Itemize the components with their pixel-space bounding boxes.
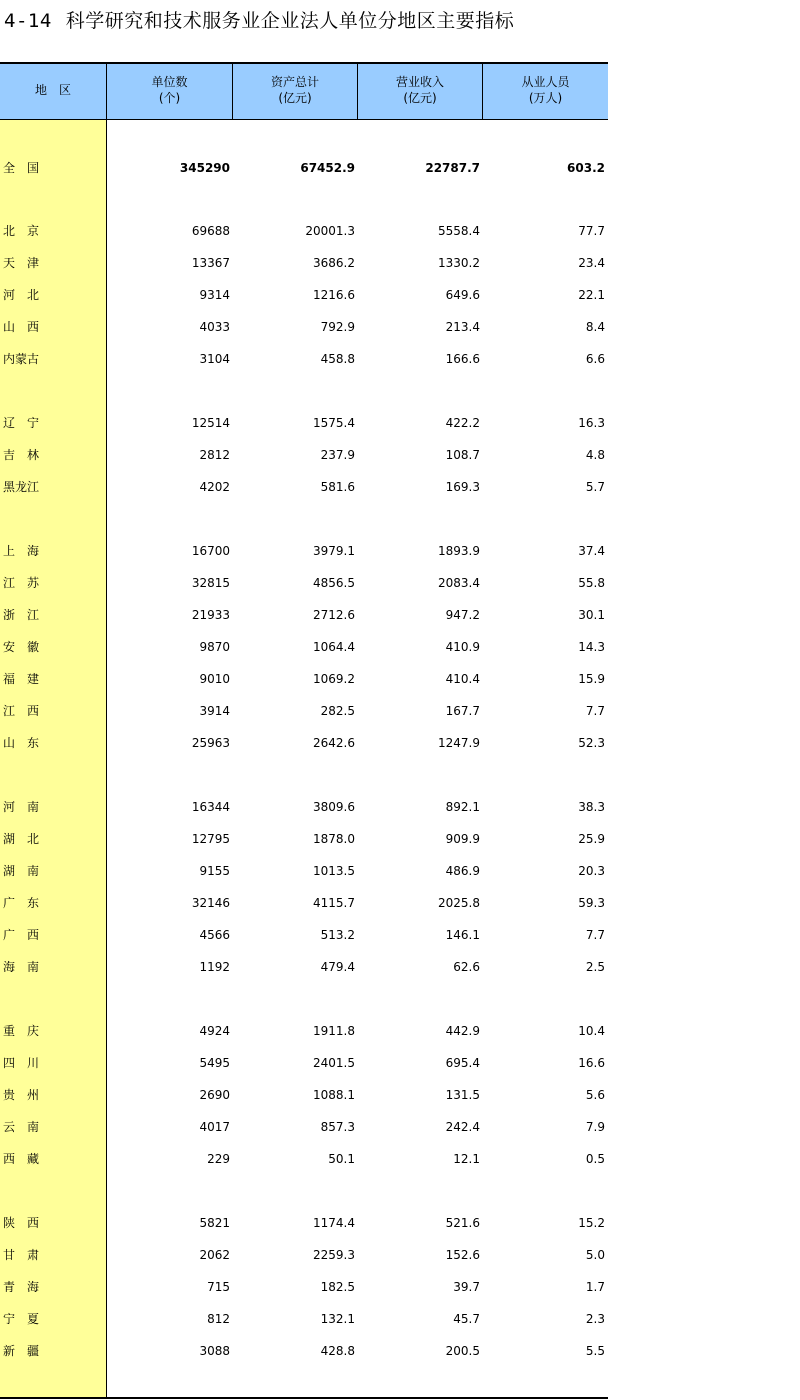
- header-region: [0, 62, 106, 117]
- region-name: 云 南: [3, 1120, 40, 1134]
- header-divider: [357, 64, 358, 119]
- total-assets-cell: 1911.8: [313, 1024, 355, 1038]
- total-assets-cell: 1013.5: [313, 864, 355, 878]
- table-row: [0, 605, 608, 625]
- region-name: 海 南: [3, 960, 40, 974]
- operating-revenue-cell: 166.6: [445, 352, 480, 366]
- region-name: 陕 西: [3, 1216, 40, 1230]
- operating-revenue-cell: 167.7: [445, 704, 480, 718]
- employees-cell: 0.5: [585, 1152, 605, 1166]
- header-assets-unit: (亿元): [278, 90, 312, 105]
- table-row: [0, 541, 608, 561]
- unit-count-cell: 9010: [199, 672, 230, 686]
- table-row: [0, 573, 608, 593]
- employees-cell: 15.9: [578, 672, 605, 686]
- unit-count-cell: 3088: [199, 1344, 230, 1358]
- operating-revenue-cell: 5558.4: [438, 224, 480, 238]
- header-employees: [483, 62, 608, 117]
- region-name: 青 海: [3, 1280, 40, 1294]
- employees-cell: 55.8: [578, 576, 605, 590]
- operating-revenue-cell: 2025.8: [438, 896, 480, 910]
- unit-count-cell: 69688: [191, 224, 230, 238]
- total-assets-cell: 857.3: [320, 1120, 355, 1134]
- operating-revenue-cell: 45.7: [453, 1312, 480, 1326]
- unit-count-cell: 3104: [199, 352, 230, 366]
- table-row: [0, 477, 608, 497]
- region-name: 河 北: [3, 288, 40, 302]
- table-row: [0, 733, 608, 753]
- operating-revenue-cell: 422.2: [445, 416, 480, 430]
- unit-count-cell: 32815: [191, 576, 230, 590]
- unit-count-cell: 16344: [191, 800, 230, 814]
- operating-revenue-cell: 486.9: [445, 864, 480, 878]
- unit-count-cell: 9870: [199, 640, 230, 654]
- table-row: [0, 253, 608, 273]
- employees-cell: 10.4: [578, 1024, 605, 1038]
- unit-count-cell: 1192: [199, 960, 230, 974]
- table-top-rule: [0, 62, 608, 64]
- table-title: [4, 6, 514, 33]
- operating-revenue-cell: 242.4: [445, 1120, 480, 1134]
- operating-revenue-cell: 947.2: [445, 608, 480, 622]
- unit-count-cell: 12514: [191, 416, 230, 430]
- employees-cell: 6.6: [585, 352, 605, 366]
- operating-revenue-cell: 22787.7: [425, 161, 480, 175]
- employees-cell: 4.8: [585, 448, 605, 462]
- unit-count-cell: 4566: [199, 928, 230, 942]
- table-row: [0, 701, 608, 721]
- total-assets-cell: 132.1: [320, 1312, 355, 1326]
- table-row: [0, 1149, 608, 1169]
- employees-cell: 5.0: [585, 1248, 605, 1262]
- header-employees-label: 从业人员: [521, 74, 570, 89]
- region-name: 吉 林: [3, 448, 40, 462]
- employees-cell: 15.2: [578, 1216, 605, 1230]
- region-name: 江 西: [3, 704, 40, 718]
- header-bottom-rule: [0, 119, 608, 120]
- region-name: 黑龙江: [3, 480, 40, 494]
- operating-revenue-cell: 1893.9: [438, 544, 480, 558]
- region-name: 山 东: [3, 736, 40, 750]
- employees-cell: 22.1: [578, 288, 605, 302]
- region-name: 重 庆: [3, 1024, 40, 1038]
- operating-revenue-cell: 410.9: [445, 640, 480, 654]
- employees-cell: 603.2: [567, 161, 605, 175]
- total-assets-cell: 20001.3: [305, 224, 355, 238]
- operating-revenue-cell: 442.9: [445, 1024, 480, 1038]
- total-assets-cell: 3686.2: [313, 256, 355, 270]
- header-revenue: [358, 62, 482, 117]
- region-name: 全 国: [3, 161, 40, 175]
- total-assets-cell: 67452.9: [300, 161, 355, 175]
- operating-revenue-cell: 909.9: [445, 832, 480, 846]
- operating-revenue-cell: 108.7: [445, 448, 480, 462]
- table-row: [0, 637, 608, 657]
- operating-revenue-cell: 200.5: [445, 1344, 480, 1358]
- unit-count-cell: 4924: [199, 1024, 230, 1038]
- employees-cell: 14.3: [578, 640, 605, 654]
- region-name: 广 西: [3, 928, 40, 942]
- operating-revenue-cell: 649.6: [445, 288, 480, 302]
- operating-revenue-cell: 152.6: [445, 1248, 480, 1262]
- table-row: [0, 1053, 608, 1073]
- unit-count-cell: 5821: [199, 1216, 230, 1230]
- header-units-label: 单位数: [151, 74, 188, 89]
- total-assets-cell: 3809.6: [313, 800, 355, 814]
- total-assets-cell: 1064.4: [313, 640, 355, 654]
- operating-revenue-cell: 131.5: [445, 1088, 480, 1102]
- total-assets-cell: 4115.7: [313, 896, 355, 910]
- unit-count-cell: 9155: [199, 864, 230, 878]
- employees-cell: 23.4: [578, 256, 605, 270]
- table-row: [0, 413, 608, 433]
- total-assets-cell: 1174.4: [313, 1216, 355, 1230]
- employees-cell: 16.3: [578, 416, 605, 430]
- operating-revenue-cell: 146.1: [445, 928, 480, 942]
- region-name: 甘 肃: [3, 1248, 40, 1262]
- employees-cell: 30.1: [578, 608, 605, 622]
- unit-count-cell: 21933: [191, 608, 230, 622]
- table-row: [0, 925, 608, 945]
- region-column-background: [0, 120, 106, 1397]
- region-name: 江 苏: [3, 576, 40, 590]
- employees-cell: 7.7: [585, 928, 605, 942]
- table-row: [0, 1309, 608, 1329]
- employees-cell: 1.7: [585, 1280, 605, 1294]
- region-name: 浙 江: [3, 608, 40, 622]
- total-assets-cell: 3979.1: [313, 544, 355, 558]
- employees-cell: 77.7: [578, 224, 605, 238]
- region-name: 四 川: [3, 1056, 40, 1070]
- unit-count-cell: 9314: [199, 288, 230, 302]
- header-region-label: 地 区: [34, 82, 71, 97]
- header-units-unit: (个): [158, 90, 181, 105]
- total-assets-cell: 428.8: [320, 1344, 355, 1358]
- unit-count-cell: 13367: [191, 256, 230, 270]
- table-row: [0, 317, 608, 337]
- region-name: 内蒙古: [3, 352, 40, 366]
- unit-count-cell: 229: [207, 1152, 230, 1166]
- total-assets-cell: 4856.5: [313, 576, 355, 590]
- operating-revenue-cell: 892.1: [445, 800, 480, 814]
- employees-cell: 37.4: [578, 544, 605, 558]
- unit-count-cell: 2812: [199, 448, 230, 462]
- employees-cell: 5.5: [585, 1344, 605, 1358]
- header-assets-label: 资产总计: [270, 74, 319, 89]
- region-name: 福 建: [3, 672, 40, 686]
- unit-count-cell: 715: [207, 1280, 230, 1294]
- unit-count-cell: 345290: [179, 161, 230, 175]
- header-revenue-label: 营业收入: [395, 74, 444, 89]
- unit-count-cell: 2062: [199, 1248, 230, 1262]
- total-assets-cell: 237.9: [320, 448, 355, 462]
- operating-revenue-cell: 1330.2: [438, 256, 480, 270]
- total-assets-cell: 1216.6: [313, 288, 355, 302]
- operating-revenue-cell: 1247.9: [438, 736, 480, 750]
- unit-count-cell: 4017: [199, 1120, 230, 1134]
- unit-count-cell: 5495: [199, 1056, 230, 1070]
- table-number: 4-14: [4, 10, 52, 32]
- unit-count-cell: 4202: [199, 480, 230, 494]
- operating-revenue-cell: 39.7: [453, 1280, 480, 1294]
- region-name: 上 海: [3, 544, 40, 558]
- employees-cell: 59.3: [578, 896, 605, 910]
- unit-count-cell: 25963: [191, 736, 230, 750]
- operating-revenue-cell: 2083.4: [438, 576, 480, 590]
- total-assets-cell: 182.5: [320, 1280, 355, 1294]
- region-name: 西 藏: [3, 1152, 40, 1166]
- operating-revenue-cell: 169.3: [445, 480, 480, 494]
- table-row: [0, 1021, 608, 1041]
- total-assets-cell: 1088.1: [313, 1088, 355, 1102]
- total-assets-cell: 792.9: [320, 320, 355, 334]
- table-row: [0, 221, 608, 241]
- unit-count-cell: 32146: [191, 896, 230, 910]
- table-row: [0, 1277, 608, 1297]
- employees-cell: 52.3: [578, 736, 605, 750]
- unit-count-cell: 812: [207, 1312, 230, 1326]
- total-assets-cell: 1575.4: [313, 416, 355, 430]
- region-name: 北 京: [3, 224, 40, 238]
- table-row: [0, 1213, 608, 1233]
- region-name: 新 疆: [3, 1344, 40, 1358]
- total-assets-cell: 581.6: [320, 480, 355, 494]
- operating-revenue-cell: 213.4: [445, 320, 480, 334]
- region-name: 河 南: [3, 800, 40, 814]
- region-name: 山 西: [3, 320, 40, 334]
- region-name: 安 徽: [3, 640, 40, 654]
- table-row-national-total: [0, 158, 608, 178]
- employees-cell: 7.9: [585, 1120, 605, 1134]
- table-row: [0, 285, 608, 305]
- total-assets-cell: 50.1: [328, 1152, 355, 1166]
- table-row: [0, 1085, 608, 1105]
- table-bottom-rule: [0, 1397, 608, 1399]
- region-name: 湖 南: [3, 864, 40, 878]
- table-row: [0, 1341, 608, 1361]
- total-assets-cell: 1069.2: [313, 672, 355, 686]
- unit-count-cell: 2690: [199, 1088, 230, 1102]
- table-row: [0, 1245, 608, 1265]
- employees-cell: 5.6: [585, 1088, 605, 1102]
- operating-revenue-cell: 12.1: [453, 1152, 480, 1166]
- header-divider: [232, 64, 233, 119]
- table-row: [0, 669, 608, 689]
- employees-cell: 2.5: [585, 960, 605, 974]
- header-units: [107, 62, 232, 117]
- table-row: [0, 829, 608, 849]
- employees-cell: 8.4: [585, 320, 605, 334]
- region-name: 辽 宁: [3, 416, 40, 430]
- total-assets-cell: 1878.0: [313, 832, 355, 846]
- table-row: [0, 445, 608, 465]
- unit-count-cell: 4033: [199, 320, 230, 334]
- employees-cell: 38.3: [578, 800, 605, 814]
- table-row: [0, 893, 608, 913]
- employees-cell: 2.3: [585, 1312, 605, 1326]
- table-row: [0, 861, 608, 881]
- total-assets-cell: 282.5: [320, 704, 355, 718]
- region-name: 湖 北: [3, 832, 40, 846]
- operating-revenue-cell: 410.4: [445, 672, 480, 686]
- header-assets: [233, 62, 357, 117]
- employees-cell: 5.7: [585, 480, 605, 494]
- data-table: [0, 62, 608, 1399]
- table-row: [0, 349, 608, 369]
- unit-count-cell: 12795: [191, 832, 230, 846]
- operating-revenue-cell: 62.6: [453, 960, 480, 974]
- header-employees-unit: (万人): [528, 90, 563, 105]
- region-name: 天 津: [3, 256, 40, 270]
- employees-cell: 25.9: [578, 832, 605, 846]
- total-assets-cell: 479.4: [320, 960, 355, 974]
- unit-count-cell: 3914: [199, 704, 230, 718]
- total-assets-cell: 458.8: [320, 352, 355, 366]
- total-assets-cell: 513.2: [320, 928, 355, 942]
- region-name: 贵 州: [3, 1088, 40, 1102]
- region-name: 广 东: [3, 896, 40, 910]
- total-assets-cell: 2712.6: [313, 608, 355, 622]
- unit-count-cell: 16700: [191, 544, 230, 558]
- total-assets-cell: 2642.6: [313, 736, 355, 750]
- total-assets-cell: 2259.3: [313, 1248, 355, 1262]
- header-divider: [482, 64, 483, 119]
- total-assets-cell: 2401.5: [313, 1056, 355, 1070]
- table-title-text: 科学研究和技术服务业企业法人单位分地区主要指标: [65, 10, 515, 32]
- employees-cell: 20.3: [578, 864, 605, 878]
- table-row: [0, 797, 608, 817]
- operating-revenue-cell: 521.6: [445, 1216, 480, 1230]
- employees-cell: 7.7: [585, 704, 605, 718]
- employees-cell: 16.6: [578, 1056, 605, 1070]
- table-row: [0, 1117, 608, 1137]
- header-revenue-unit: (亿元): [403, 90, 437, 105]
- table-row: [0, 957, 608, 977]
- operating-revenue-cell: 695.4: [445, 1056, 480, 1070]
- region-name: 宁 夏: [3, 1312, 40, 1326]
